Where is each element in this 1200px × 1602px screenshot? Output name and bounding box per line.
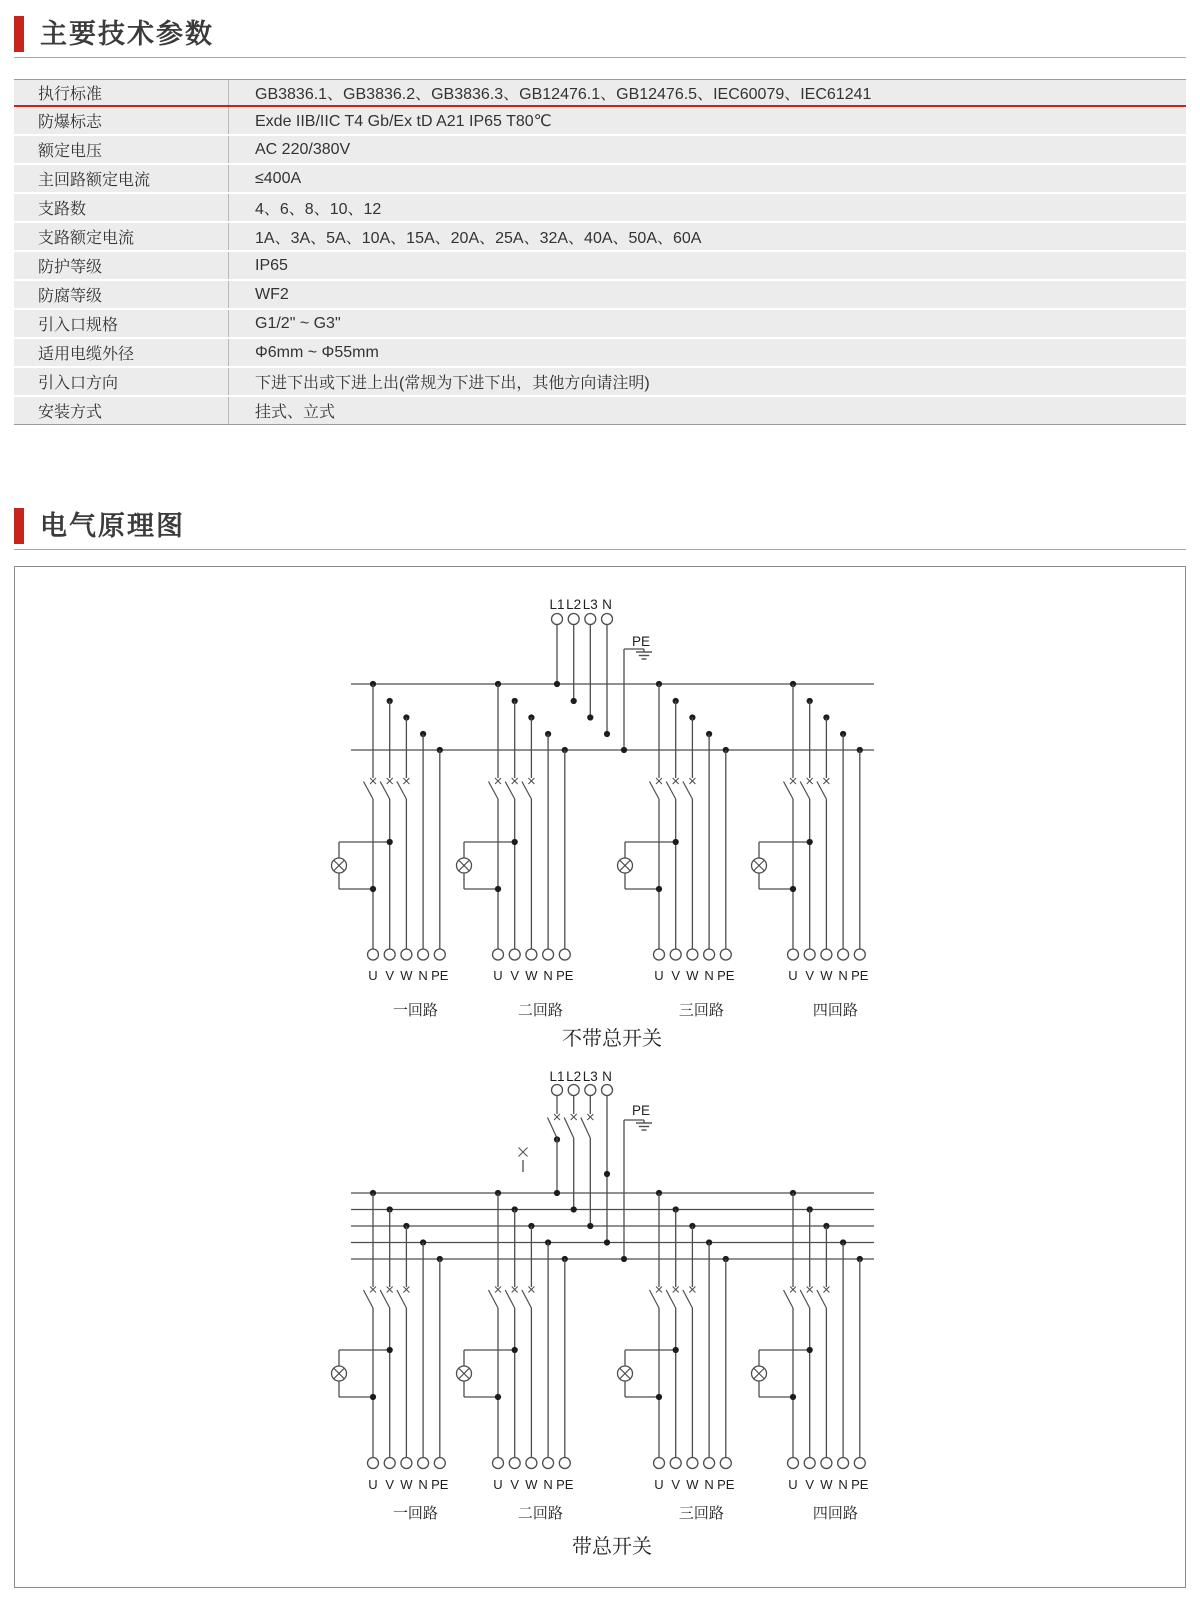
junction-dot xyxy=(512,839,518,845)
branch-terminal xyxy=(821,1458,832,1469)
junction-dot xyxy=(370,886,376,892)
switch-contact-x-icon xyxy=(807,778,813,784)
switch-contact-x-icon xyxy=(387,1287,393,1293)
switch-contact-x-icon xyxy=(495,1287,501,1293)
branch-label: 二回路 xyxy=(517,1505,563,1522)
switch-contact-x-icon xyxy=(656,778,662,784)
terminal-label: V xyxy=(671,968,681,983)
switch-contact-x-icon xyxy=(403,778,409,784)
branch-terminal xyxy=(670,949,681,960)
branch-terminal xyxy=(788,949,799,960)
phase-label: L1 xyxy=(549,597,565,612)
terminal-label: N xyxy=(838,968,848,983)
branch-label: 一回路 xyxy=(392,1505,438,1522)
branch-label: 一回路 xyxy=(392,1002,438,1019)
branch-terminal xyxy=(384,949,395,960)
branch-terminal xyxy=(670,1458,681,1469)
junction-dot xyxy=(571,1206,577,1212)
branch-terminal xyxy=(804,949,815,960)
schematic-box xyxy=(14,566,1186,1588)
diagram-without-main-switch xyxy=(332,597,875,1050)
switch-blade xyxy=(817,1290,827,1308)
junction-dot xyxy=(604,731,610,737)
branch-terminal xyxy=(559,949,570,960)
spec-table xyxy=(14,79,1186,425)
terminal-label: V xyxy=(510,968,520,983)
main-switch-contact-x-icon xyxy=(587,1114,593,1120)
spec-label: 额定电压 xyxy=(14,135,229,164)
branch-terminal xyxy=(526,949,537,960)
branch-terminal xyxy=(654,949,665,960)
switch-blade xyxy=(666,1290,676,1308)
indicator-lamp-icon xyxy=(332,858,347,873)
junction-dot xyxy=(656,886,662,892)
switch-blade xyxy=(548,1118,558,1139)
switch-contact-x-icon xyxy=(656,1287,662,1293)
switch-blade xyxy=(522,782,532,800)
junction-dot xyxy=(807,839,813,845)
branch-terminal xyxy=(854,1458,865,1469)
junction-dot xyxy=(587,714,593,720)
branch-label: 四回路 xyxy=(812,1002,858,1019)
branch-terminal xyxy=(434,949,445,960)
switch-blade xyxy=(650,1290,660,1308)
branch-terminal xyxy=(368,1458,379,1469)
switch-contact-x-icon xyxy=(807,1287,813,1293)
switch-blade xyxy=(397,1290,407,1308)
terminal-label: W xyxy=(525,1477,538,1492)
switch-blade xyxy=(489,782,499,800)
junction-dot xyxy=(673,1347,679,1353)
branch-terminal xyxy=(418,949,429,960)
terminal-label: U xyxy=(788,1477,798,1492)
switch-blade xyxy=(683,782,693,800)
terminal-label: U xyxy=(368,968,378,983)
terminal-label: U xyxy=(788,968,798,983)
switch-blade xyxy=(505,782,515,800)
junction-dot xyxy=(495,1394,501,1400)
input-terminal xyxy=(585,614,596,625)
diagram-caption: 带总开关 xyxy=(572,1536,652,1558)
switch-contact-x-icon xyxy=(512,1287,518,1293)
terminal-label: N xyxy=(418,968,428,983)
junction-dot xyxy=(512,1347,518,1353)
branch-terminal xyxy=(401,1458,412,1469)
branch-label: 三回路 xyxy=(678,1002,724,1019)
section-accent-bar-icon xyxy=(14,508,24,544)
branch-terminal xyxy=(720,1458,731,1469)
branch-terminal xyxy=(788,1458,799,1469)
terminal-label: W xyxy=(686,1477,699,1492)
terminal-label: PE xyxy=(717,968,735,983)
terminal-label: W xyxy=(525,968,538,983)
junction-dot xyxy=(604,1239,610,1245)
switch-contact-x-icon xyxy=(528,778,534,784)
switch-contact-x-icon xyxy=(790,778,796,784)
junction-dot xyxy=(604,1171,610,1177)
switch-contact-x-icon xyxy=(528,1287,534,1293)
terminal-label: PE xyxy=(556,968,574,983)
spec-row xyxy=(14,280,1186,309)
spec-label: 安装方式 xyxy=(14,396,229,424)
spec-table-body xyxy=(14,80,1186,424)
branch-terminal xyxy=(418,1458,429,1469)
spec-value: 4、6、8、10、12 xyxy=(229,193,1187,222)
switch-blade xyxy=(784,1290,794,1308)
spec-row xyxy=(14,251,1186,280)
junction-dot xyxy=(621,747,627,753)
spec-label: 适用电缆外径 xyxy=(14,338,229,367)
switch-blade xyxy=(666,782,676,800)
terminal-label: V xyxy=(385,968,395,983)
switch-contact-x-icon xyxy=(370,1287,376,1293)
switch-contact-x-icon xyxy=(689,1287,695,1293)
branch-terminal xyxy=(493,949,504,960)
terminal-label: N xyxy=(838,1477,848,1492)
diagram-caption: 不带总开关 xyxy=(562,1028,662,1050)
spec-row xyxy=(14,135,1186,164)
terminal-label: PE xyxy=(851,968,869,983)
switch-contact-x-icon xyxy=(823,778,829,784)
branch-terminal xyxy=(543,1458,554,1469)
spec-row xyxy=(14,338,1186,367)
branch-terminal xyxy=(509,1458,520,1469)
switch-blade xyxy=(564,1118,574,1139)
main-switch-linkage-x-icon xyxy=(519,1148,528,1157)
branch-terminal xyxy=(821,949,832,960)
electrical-schematic xyxy=(15,567,1185,1587)
terminal-label: PE xyxy=(431,1477,449,1492)
indicator-lamp-icon xyxy=(618,858,633,873)
indicator-lamp-icon xyxy=(332,1366,347,1381)
switch-blade xyxy=(817,782,827,800)
input-terminal xyxy=(602,1085,613,1096)
spec-label: 支路数 xyxy=(14,193,229,222)
phase-label: L2 xyxy=(566,597,582,612)
phase-label: L3 xyxy=(582,1069,598,1084)
phase-label: N xyxy=(602,1069,612,1084)
spec-label: 引入口方向 xyxy=(14,367,229,396)
terminal-label: V xyxy=(671,1477,681,1492)
input-terminal xyxy=(568,1085,579,1096)
junction-dot xyxy=(554,1190,560,1196)
terminal-label: U xyxy=(493,1477,503,1492)
junction-dot xyxy=(656,1394,662,1400)
phase-label: N xyxy=(602,597,612,612)
junction-dot xyxy=(673,839,679,845)
diagram-with-main-switch xyxy=(332,1069,875,1558)
switch-blade xyxy=(380,1290,390,1308)
branch-terminal xyxy=(368,949,379,960)
terminal-label: V xyxy=(385,1477,395,1492)
branch-terminal xyxy=(384,1458,395,1469)
earth-label: PE xyxy=(631,1103,651,1118)
spec-label: 主回路额定电流 xyxy=(14,164,229,193)
phase-label: L3 xyxy=(582,597,598,612)
main-switch-contact-x-icon xyxy=(554,1114,560,1120)
indicator-lamp-icon xyxy=(618,1366,633,1381)
branch-terminal xyxy=(854,949,865,960)
spec-row xyxy=(14,367,1186,396)
input-terminal xyxy=(568,614,579,625)
switch-contact-x-icon xyxy=(403,1287,409,1293)
switch-contact-x-icon xyxy=(370,778,376,784)
spec-value: 1A、3A、5A、10A、15A、20A、25A、32A、40A、50A、60A xyxy=(229,222,1187,251)
spec-value: 挂式、立式 xyxy=(229,396,1187,424)
spec-value: IP65 xyxy=(229,251,1187,280)
input-terminal xyxy=(585,1085,596,1096)
spec-label: 防爆标志 xyxy=(14,106,229,135)
switch-contact-x-icon xyxy=(823,1287,829,1293)
junction-dot xyxy=(621,1256,627,1262)
branch-terminal xyxy=(687,1458,698,1469)
branch-terminal xyxy=(493,1458,504,1469)
terminal-label: U xyxy=(368,1477,378,1492)
junction-dot xyxy=(571,698,577,704)
spec-value: Exde IIB/IIC T4 Gb/Ex tD A21 IP65 T80℃ xyxy=(229,106,1187,135)
spec-label: 引入口规格 xyxy=(14,309,229,338)
junction-dot xyxy=(554,681,560,687)
branch-terminal xyxy=(720,949,731,960)
terminal-label: PE xyxy=(717,1477,735,1492)
spec-label: 防腐等级 xyxy=(14,280,229,309)
section-underline xyxy=(14,549,1186,550)
spec-label: 执行标准 xyxy=(14,80,229,106)
branch-terminal xyxy=(509,949,520,960)
phase-label: L2 xyxy=(566,1069,582,1084)
switch-contact-x-icon xyxy=(689,778,695,784)
indicator-lamp-icon xyxy=(457,858,472,873)
phase-label: L1 xyxy=(549,1069,565,1084)
spec-row xyxy=(14,164,1186,193)
switch-contact-x-icon xyxy=(673,1287,679,1293)
branch-terminal xyxy=(704,949,715,960)
spec-row xyxy=(14,309,1186,338)
switch-contact-x-icon xyxy=(790,1287,796,1293)
junction-dot xyxy=(807,1347,813,1353)
indicator-lamp-icon xyxy=(752,1366,767,1381)
switch-blade xyxy=(505,1290,515,1308)
spec-row xyxy=(14,80,1186,106)
branch-terminal xyxy=(704,1458,715,1469)
spec-label: 防护等级 xyxy=(14,251,229,280)
earth-ground-icon xyxy=(636,649,652,659)
spec-value: 下进下出或下进上出(常规为下进下出，其他方向请注明) xyxy=(229,367,1187,396)
earth-label: PE xyxy=(631,634,651,649)
terminal-label: W xyxy=(820,968,833,983)
spec-value: WF2 xyxy=(229,280,1187,309)
terminal-label: U xyxy=(654,1477,664,1492)
junction-dot xyxy=(370,1394,376,1400)
terminal-label: PE xyxy=(431,968,449,983)
junction-dot xyxy=(387,839,393,845)
terminal-label: N xyxy=(543,1477,553,1492)
switch-blade xyxy=(800,782,810,800)
terminal-label: V xyxy=(510,1477,520,1492)
section-title-schematic: 电气原理图 xyxy=(40,511,185,541)
terminal-label: PE xyxy=(556,1477,574,1492)
terminal-label: N xyxy=(418,1477,428,1492)
switch-blade xyxy=(800,1290,810,1308)
branch-terminal xyxy=(401,949,412,960)
spec-row xyxy=(14,222,1186,251)
terminal-label: W xyxy=(686,968,699,983)
spec-label: 支路额定电流 xyxy=(14,222,229,251)
indicator-lamp-icon xyxy=(457,1366,472,1381)
section-underline xyxy=(14,57,1186,58)
switch-blade xyxy=(522,1290,532,1308)
terminal-label: V xyxy=(805,968,815,983)
spec-value: GB3836.1、GB3836.2、GB3836.3、GB12476.1、GB12476.5、IEC60079、IEC61241 xyxy=(229,80,1187,106)
spec-row xyxy=(14,193,1186,222)
indicator-lamp-icon xyxy=(752,858,767,873)
branch-terminal xyxy=(838,1458,849,1469)
switch-blade xyxy=(489,1290,499,1308)
junction-dot xyxy=(790,1394,796,1400)
input-terminal xyxy=(602,614,613,625)
terminal-label: W xyxy=(820,1477,833,1492)
main-switch-contact-x-icon xyxy=(571,1114,577,1120)
branch-label: 三回路 xyxy=(678,1505,724,1522)
branch-terminal xyxy=(526,1458,537,1469)
branch-terminal xyxy=(804,1458,815,1469)
junction-dot xyxy=(387,1347,393,1353)
branch-label: 四回路 xyxy=(812,1505,858,1522)
branch-terminal xyxy=(543,949,554,960)
spec-value: Φ6mm ~ Φ55mm xyxy=(229,338,1187,367)
input-terminal xyxy=(552,1085,563,1096)
branch-terminal xyxy=(559,1458,570,1469)
branch-label: 二回路 xyxy=(517,1002,563,1019)
branch-terminal xyxy=(654,1458,665,1469)
switch-contact-x-icon xyxy=(495,778,501,784)
spec-value: AC 220/380V xyxy=(229,135,1187,164)
terminal-label: N xyxy=(543,968,553,983)
earth-ground-icon xyxy=(636,1120,652,1130)
switch-blade xyxy=(397,782,407,800)
terminal-label: N xyxy=(704,968,714,983)
branch-terminal xyxy=(434,1458,445,1469)
terminal-label: U xyxy=(654,968,664,983)
switch-blade xyxy=(581,1118,591,1139)
spec-value: G1/2" ~ G3" xyxy=(229,309,1187,338)
spec-row xyxy=(14,106,1186,135)
junction-dot xyxy=(495,886,501,892)
spec-value: ≤400A xyxy=(229,164,1187,193)
branch-terminal xyxy=(838,949,849,960)
terminal-label: N xyxy=(704,1477,714,1492)
switch-blade xyxy=(683,1290,693,1308)
section-accent-bar-icon xyxy=(14,16,24,52)
branch-terminal xyxy=(687,949,698,960)
switch-blade xyxy=(784,782,794,800)
terminal-label: W xyxy=(400,968,413,983)
terminal-label: V xyxy=(805,1477,815,1492)
switch-blade xyxy=(380,782,390,800)
terminal-label: PE xyxy=(851,1477,869,1492)
switch-contact-x-icon xyxy=(387,778,393,784)
terminal-label: U xyxy=(493,968,503,983)
input-terminal xyxy=(552,614,563,625)
terminal-label: W xyxy=(400,1477,413,1492)
junction-dot xyxy=(587,1223,593,1229)
switch-blade xyxy=(650,782,660,800)
switch-blade xyxy=(364,1290,374,1308)
section-title-specs: 主要技术参数 xyxy=(40,19,214,49)
switch-contact-x-icon xyxy=(673,778,679,784)
switch-blade xyxy=(364,782,374,800)
switch-contact-x-icon xyxy=(512,778,518,784)
junction-dot xyxy=(790,886,796,892)
spec-row xyxy=(14,396,1186,424)
